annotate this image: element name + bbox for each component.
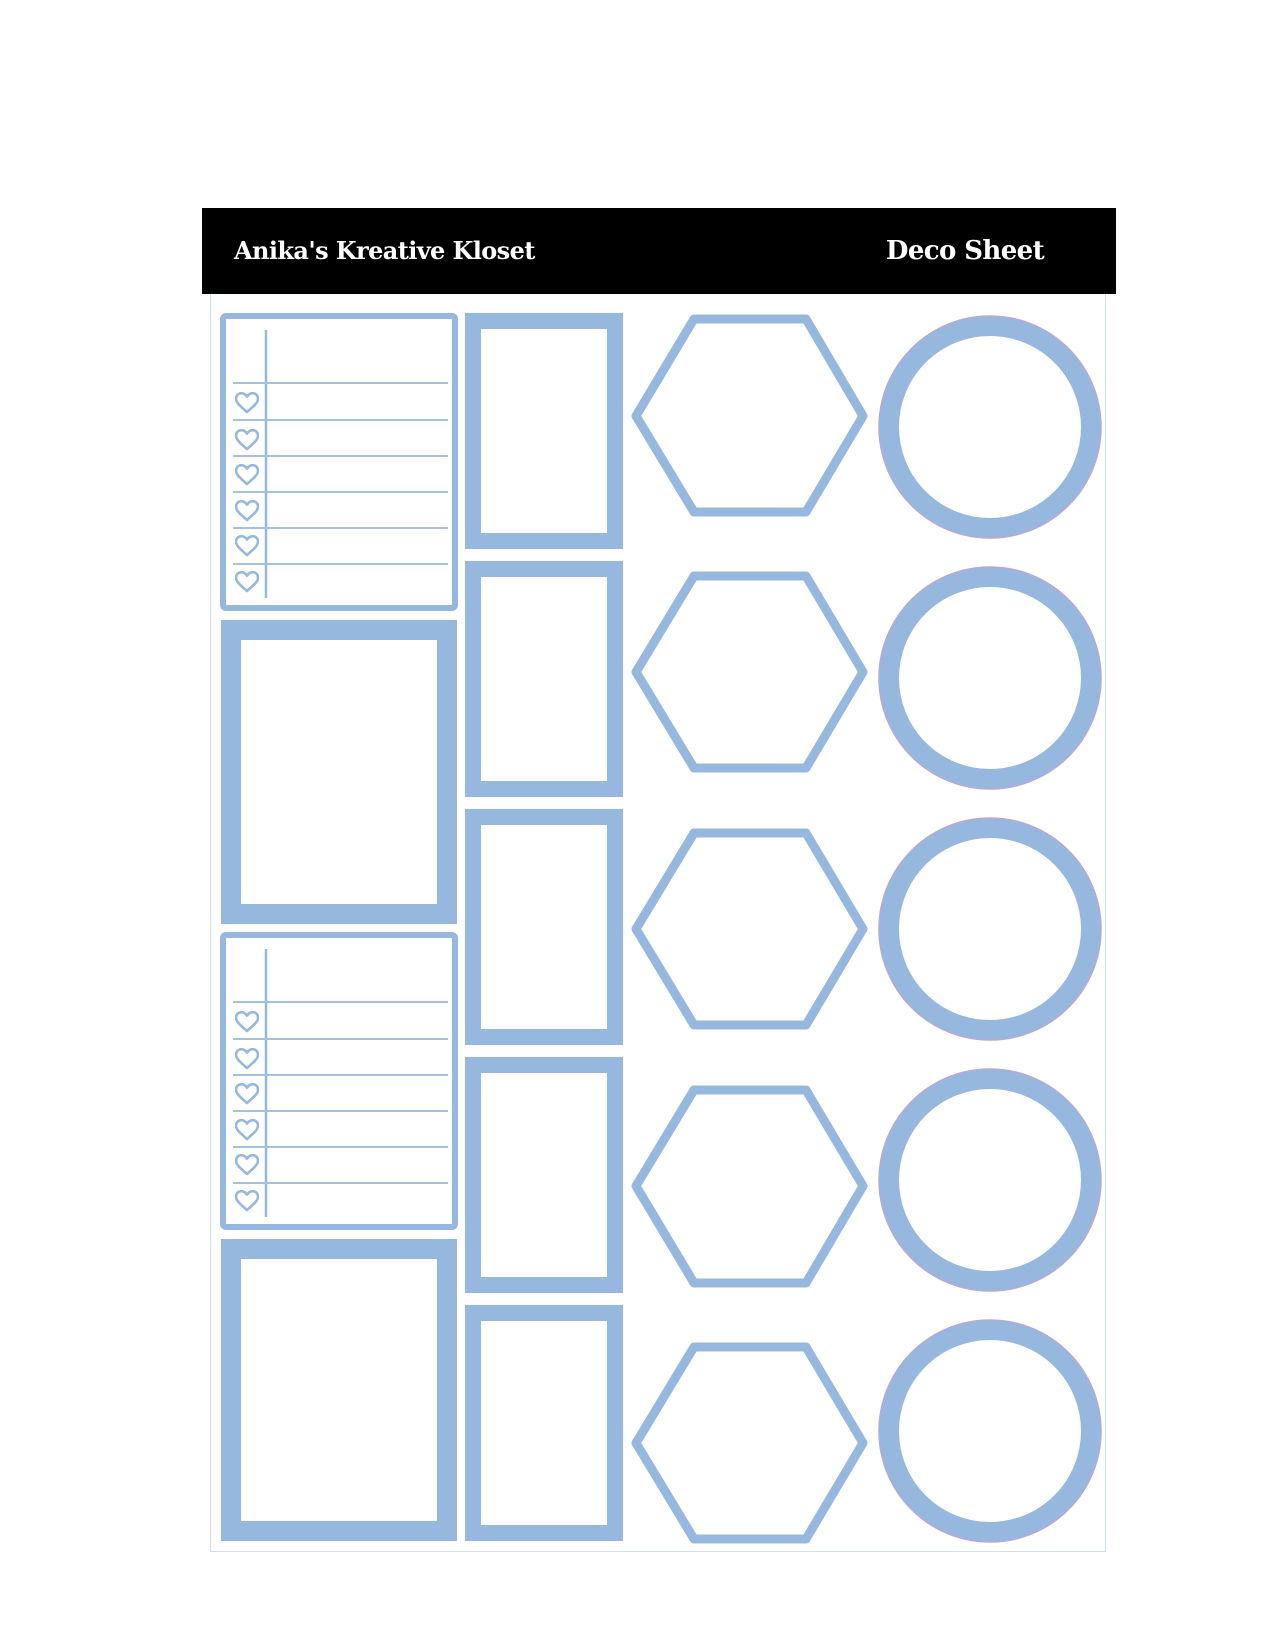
circle-sticker <box>879 316 1101 538</box>
sheet-title: Deco Sheet <box>885 236 1044 266</box>
heart-outline-icon <box>236 430 258 449</box>
rectangle-frame-sticker <box>466 1058 622 1292</box>
heart-outline-icon <box>236 393 258 412</box>
hexagon-sticker <box>636 833 863 1025</box>
circle-sticker <box>879 567 1101 789</box>
heart-outline-icon <box>236 536 258 555</box>
hexagon-sticker <box>636 1090 863 1283</box>
hexagon-sticker <box>636 576 863 768</box>
heart-outline-icon <box>236 1084 258 1103</box>
hexagon-sticker <box>636 1347 863 1539</box>
rectangle-frame-sticker <box>466 1306 622 1540</box>
heart-outline-icon <box>236 1155 258 1174</box>
circle-sticker <box>879 1320 1101 1542</box>
heart-outline-icon <box>236 501 258 520</box>
full-box-sticker <box>222 621 456 923</box>
heart-outline-icon <box>236 572 258 591</box>
rectangle-frame-sticker <box>466 810 622 1044</box>
checklist-sticker <box>223 935 455 1227</box>
heart-outline-icon <box>236 1049 258 1068</box>
rectangle-frame-sticker <box>466 562 622 796</box>
hexagon-sticker <box>636 319 863 512</box>
circle-sticker <box>879 1069 1101 1291</box>
full-box-sticker <box>222 1240 456 1540</box>
heart-outline-icon <box>236 1120 258 1139</box>
brand-title: Anika's Kreative Kloset <box>234 236 535 265</box>
circle-sticker <box>879 818 1101 1040</box>
heart-outline-icon <box>236 1012 258 1031</box>
heart-outline-icon <box>236 465 258 484</box>
rectangle-frame-sticker <box>466 314 622 548</box>
checklist-sticker <box>223 316 455 608</box>
heart-outline-icon <box>236 1191 258 1210</box>
